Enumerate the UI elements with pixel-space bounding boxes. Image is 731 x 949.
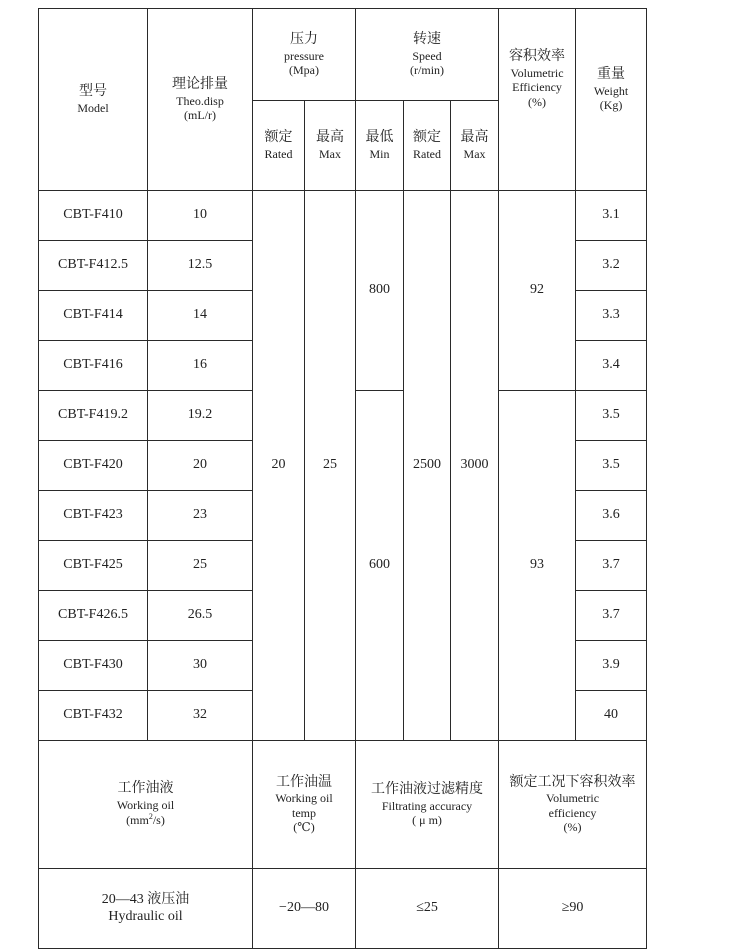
disp-cell: 10 <box>148 191 253 241</box>
eff-lower-cell: 93 <box>499 391 576 741</box>
header-weight: 重量 Weight (Kg) <box>576 9 647 191</box>
disp-cell: 16 <box>148 341 253 391</box>
weight-cell: 3.2 <box>576 241 647 291</box>
header-speed: 转速 Speed (r/min) <box>356 9 499 101</box>
pressure-rated-cell: 20 <box>253 191 305 741</box>
speed-max-cell: 3000 <box>451 191 499 741</box>
footer-eff-value: ≥90 <box>499 869 647 949</box>
weight-cell: 3.9 <box>576 641 647 691</box>
table-row <box>39 191 647 241</box>
footer-efficiency: 额定工况下容积效率 Volumetric efficiency (%) <box>499 741 647 869</box>
pressure-max-cell: 25 <box>305 191 356 741</box>
model-cell: CBT-F420 <box>39 441 148 491</box>
header-speed-max: 最高 Max <box>451 101 499 191</box>
eff-upper-cell: 92 <box>499 191 576 391</box>
model-cell: CBT-F425 <box>39 541 148 591</box>
disp-cell: 14 <box>148 291 253 341</box>
model-cell: CBT-F414 <box>39 291 148 341</box>
model-cell: CBT-F410 <box>39 191 148 241</box>
weight-cell: 3.7 <box>576 541 647 591</box>
footer-temp-value: −20—80 <box>253 869 356 949</box>
model-cell: CBT-F426.5 <box>39 591 148 641</box>
model-cell: CBT-F432 <box>39 691 148 741</box>
disp-cell: 30 <box>148 641 253 691</box>
disp-cell: 26.5 <box>148 591 253 641</box>
weight-cell: 3.7 <box>576 591 647 641</box>
model-cell: CBT-F423 <box>39 491 148 541</box>
disp-cell: 25 <box>148 541 253 591</box>
footer-oil-temp: 工作油温 Working oil temp (℃) <box>253 741 356 869</box>
model-cell: CBT-F419.2 <box>39 391 148 441</box>
model-cell: CBT-F430 <box>39 641 148 691</box>
model-cell: CBT-F412.5 <box>39 241 148 291</box>
weight-cell: 3.5 <box>576 391 647 441</box>
disp-cell: 19.2 <box>148 391 253 441</box>
header-pressure-rated: 额定 Rated <box>253 101 305 191</box>
footer-filtrating: 工作油液过滤精度 Filtrating accuracy ( μ m) <box>356 741 499 869</box>
header-volumetric: 容积效率 Volumetric Efficiency (%) <box>499 9 576 191</box>
header-theo-disp: 理论排量 Theo.disp (mL/r) <box>148 9 253 191</box>
header-speed-rated: 额定 Rated <box>404 101 451 191</box>
weight-cell: 3.4 <box>576 341 647 391</box>
weight-cell: 3.5 <box>576 441 647 491</box>
footer-working-oil: 工作油液 Working oil $(mm^2/s)$ <box>39 741 253 869</box>
header-pressure: 压力 pressure (Mpa) <box>253 9 356 101</box>
speed-rated-cell: 2500 <box>404 191 451 741</box>
disp-cell: 32 <box>148 691 253 741</box>
disp-cell: 23 <box>148 491 253 541</box>
disp-cell: 20 <box>148 441 253 491</box>
speed-min-lower-cell: 600 <box>356 391 404 741</box>
speed-min-upper-cell: 800 <box>356 191 404 391</box>
header-speed-min: 最低 Min <box>356 101 404 191</box>
weight-cell: 40 <box>576 691 647 741</box>
model-cell: CBT-F416 <box>39 341 148 391</box>
header-pressure-max: 最高 Max <box>305 101 356 191</box>
footer-filter-value: ≤25 <box>356 869 499 949</box>
disp-cell: 12.5 <box>148 241 253 291</box>
weight-cell: 3.1 <box>576 191 647 241</box>
weight-cell: 3.3 <box>576 291 647 341</box>
footer-oil-value: 20—43 液压油 Hydraulic oil <box>39 869 253 949</box>
weight-cell: 3.6 <box>576 491 647 541</box>
header-model: 型号 Model <box>39 9 148 191</box>
spec-table <box>38 8 647 949</box>
